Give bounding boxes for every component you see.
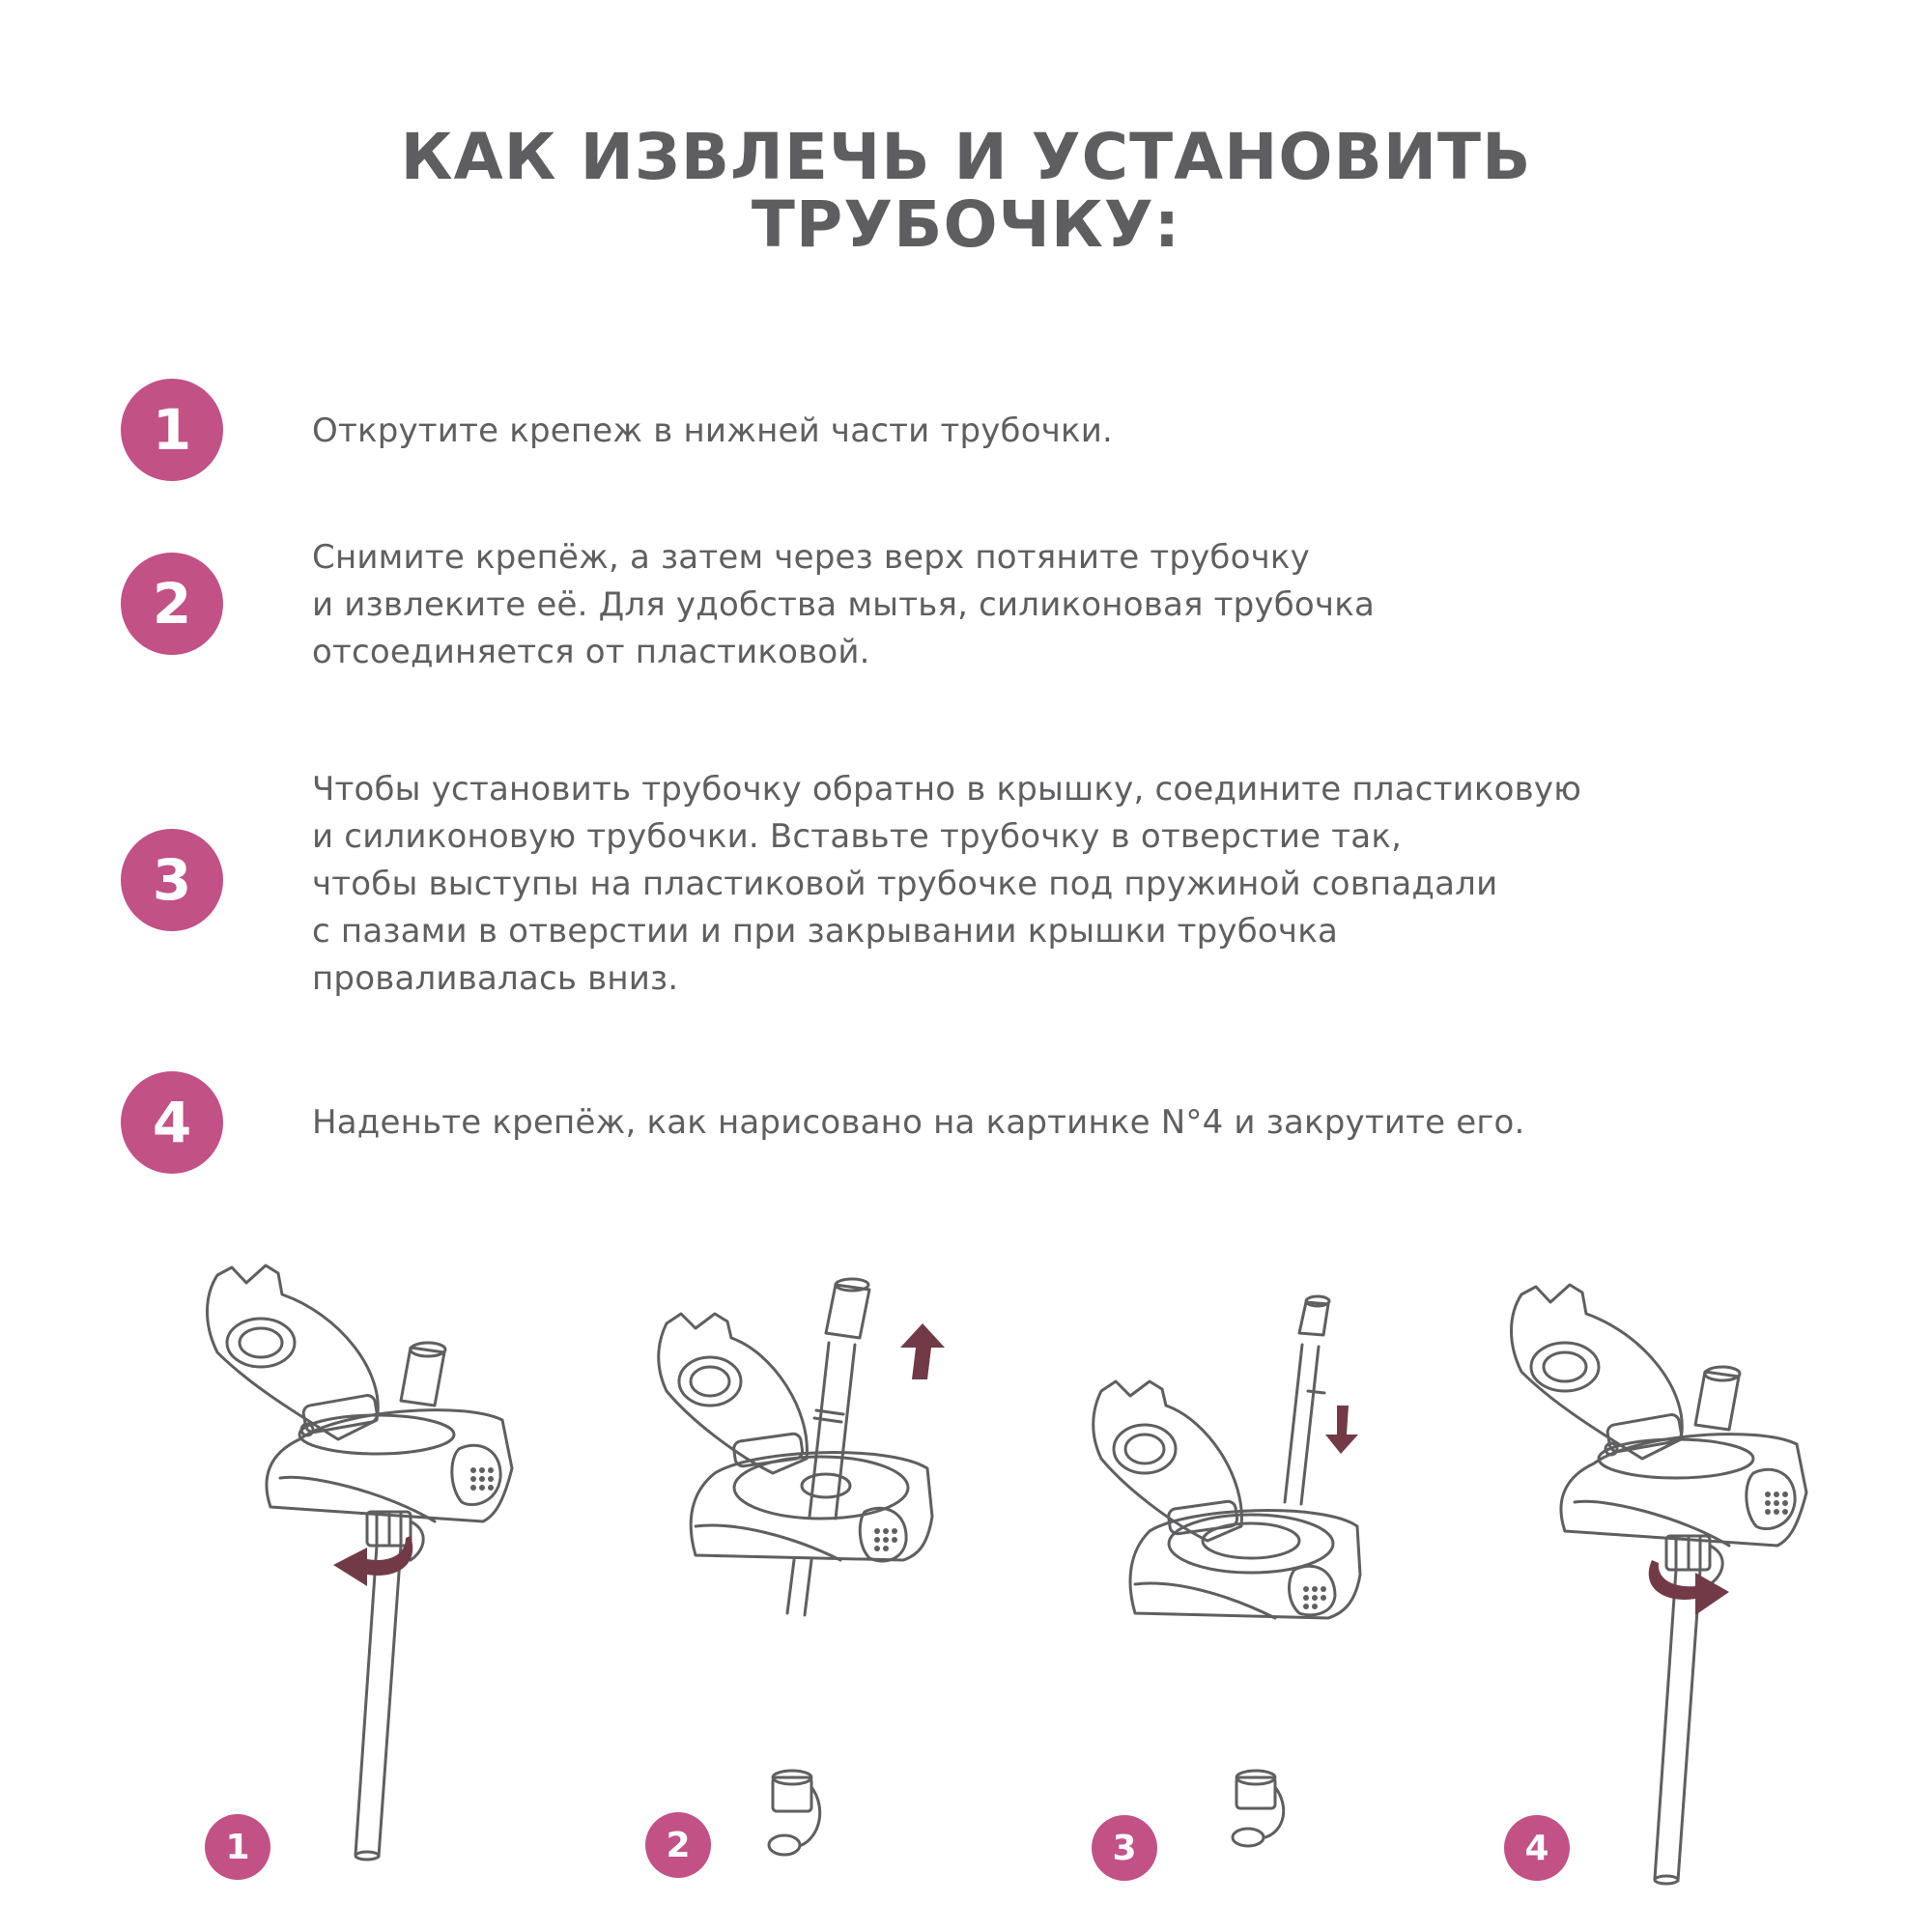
illustration-1-lid-unscrew [193, 1256, 522, 1884]
step-3-badge: 3 [121, 829, 223, 931]
arrow-down-icon [1323, 1406, 1362, 1454]
step-2-badge: 2 [121, 553, 223, 655]
step-3-line-1: Чтобы установить трубочку обратно в крышку, соедините пластиковую [312, 770, 1582, 809]
step-3-line-2: и силиконовую трубочки. Вставьте трубочку в отверстие так, [312, 817, 1403, 856]
step-4-line-1: Наденьте крепёж, как нарисовано на картинке N°4 и закрутите его. [312, 1103, 1525, 1142]
step-2-line-3: отсоединяется от пластиковой. [312, 633, 870, 671]
step-1-badge: 1 [121, 379, 223, 481]
step-3-line-5: проваливалась вниз. [312, 959, 679, 998]
step-3-line-3: чтобы выступы на пластиковой трубочке под пружиной совпадали [312, 865, 1498, 903]
title-line-1: КАК ИЗВЛЕЧЬ И УСТАНОВИТЬ [400, 120, 1532, 194]
step-4-badge: 4 [121, 1071, 223, 1174]
rotate-cw-arrow-icon [1637, 1555, 1734, 1623]
step-3-text [312, 766, 1581, 1003]
step-1-line-1: Открутите крепеж в нижней части трубочки. [312, 412, 1114, 450]
title-line-2: ТРУБОЧКУ: [751, 187, 1181, 262]
step-3-line-4: с пазами в отверстии и при закрывании крышки трубочка [312, 912, 1338, 951]
illustration-1-badge: 1 [205, 1814, 270, 1880]
illustration-3-badge: 3 [1092, 1815, 1157, 1881]
step-1-text [312, 408, 1113, 455]
rotate-ccw-arrow-icon [328, 1526, 425, 1594]
illustration-4-lid-screw [1497, 1275, 1826, 1903]
illustration-2-badge: 2 [645, 1812, 711, 1878]
arrow-up-icon [898, 1323, 947, 1381]
illustration-4-badge: 4 [1504, 1815, 1570, 1881]
step-2-text [312, 534, 1375, 676]
step-4-text [312, 1099, 1525, 1147]
illustration-2-straw-remove [638, 1265, 966, 1893]
step-2-line-1: Снимите крепёж, а затем через верх потяните трубочку [312, 538, 1310, 577]
step-2-line-2: и извлеките её. Для удобства мытья, силиконовая трубочка [312, 585, 1375, 624]
page-title [0, 120, 1932, 262]
